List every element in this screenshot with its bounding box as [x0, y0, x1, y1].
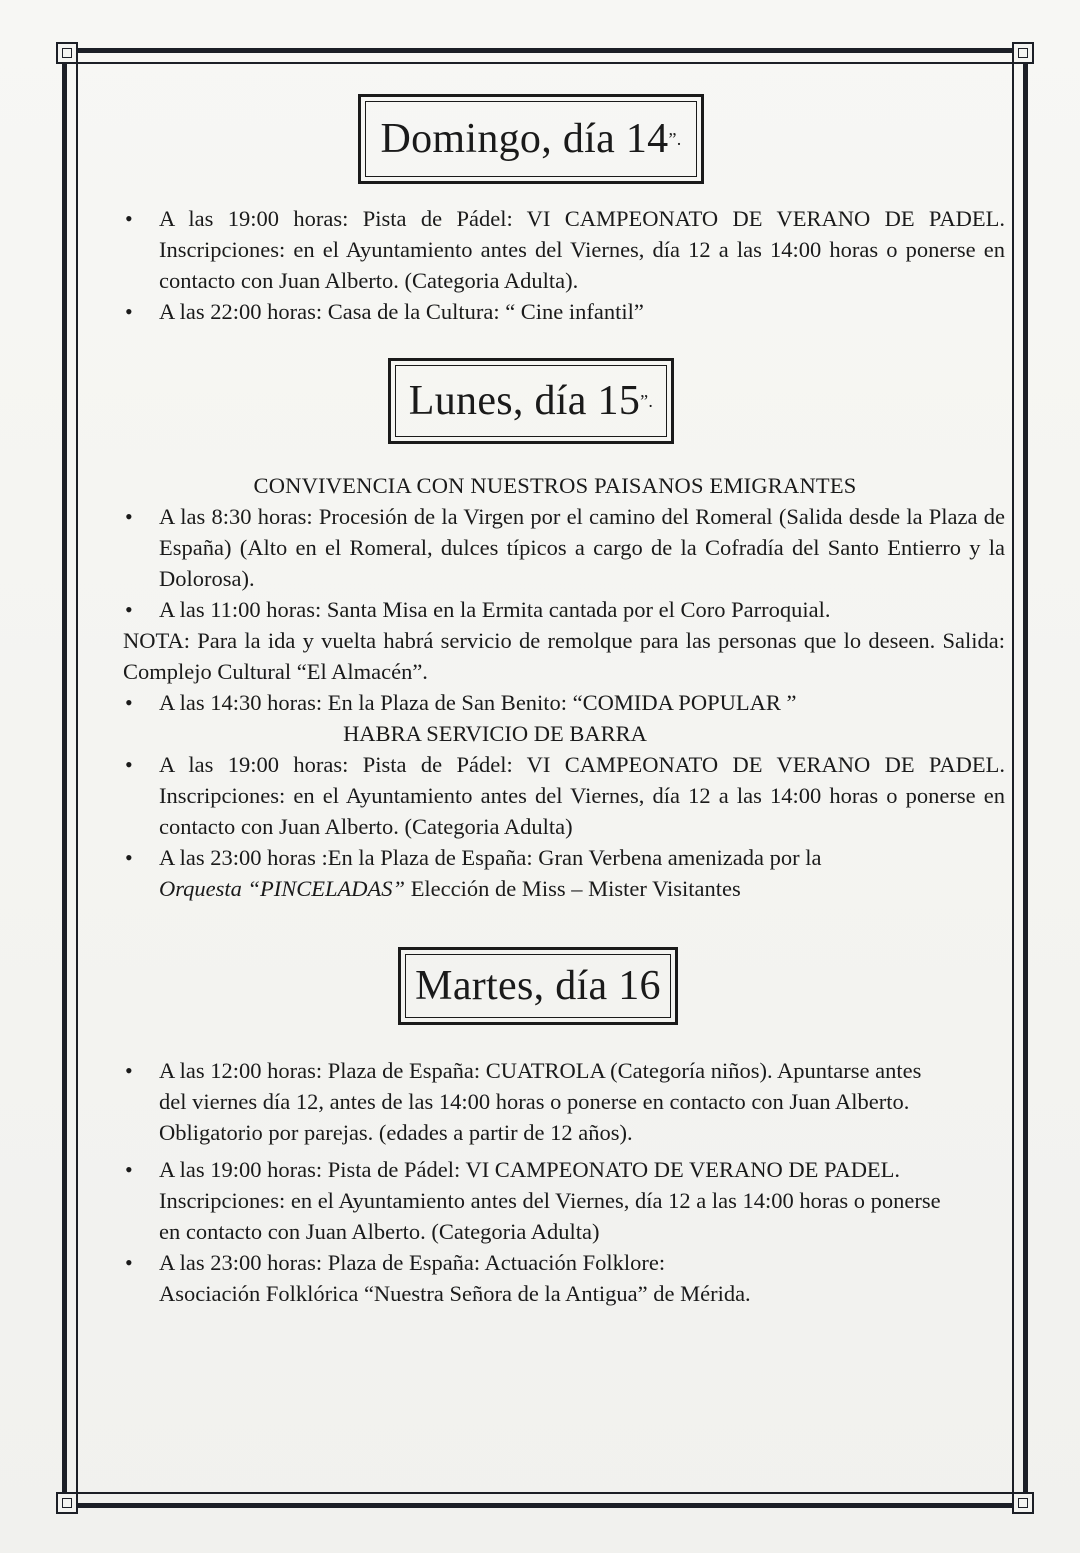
day-title: Martes, día 16 [415, 963, 661, 1009]
bullet-icon: • [125, 845, 133, 870]
bullet-icon: • [125, 597, 133, 622]
list-item [125, 1154, 1005, 1247]
list-item [125, 749, 1005, 842]
list-item [125, 687, 1005, 718]
bullet-icon: • [125, 1058, 133, 1083]
corner-ornament-top-right [1012, 42, 1034, 64]
list-item [125, 1247, 1005, 1309]
section-heading: CONVIVENCIA CON NUESTROS PAISANOS EMIGRANTES [253, 473, 857, 498]
event-text: A las 23:00 horas: Plaza de España: Actuación Folklore: [159, 1250, 666, 1275]
event-text: A las 14:30 horas: En la Plaza de San Benito: “COMIDA POPULAR ” [159, 690, 797, 715]
domingo-events [125, 203, 1005, 327]
bullet-icon: • [125, 504, 133, 529]
event-text: A las 12:00 horas: Plaza de España: CUATROLA (Categoría niños). Apuntarse antes del viernes día 12, antes de las 14:00 horas o ponerse en contacto con Juan Alberto. Obligatorio por parejas. (edades a partir de 12 años). [159, 1058, 922, 1145]
bullet-icon: • [125, 206, 133, 231]
event-text: A las 19:00 horas: Pista de Pádel: VI CAMPEONATO DE VERANO DE PADEL. Inscripciones: en el Ayuntamiento antes del Viernes, día 12 a las 14:00 horas o ponerse en contacto con Juan Alberto. (Categoria Adulta) [159, 752, 1005, 839]
day-title: Domingo, día 14 [380, 116, 669, 162]
list-item [125, 501, 1005, 594]
day-title-suffix: ”. [640, 390, 654, 411]
event-subline: HABRA SERVICIO DE BARRA [343, 721, 647, 746]
list-item [125, 842, 1005, 904]
orchestra-name: Orquesta “PINCELADAS” [159, 876, 406, 901]
bullet-icon: • [125, 690, 133, 715]
bullet-icon: • [125, 752, 133, 777]
corner-ornament-bottom-left [56, 1492, 78, 1514]
martes-events [125, 1055, 1005, 1309]
event-text: A las 19:00 horas: Pista de Pádel: VI CAMPEONATO DE VERANO DE PADEL. Inscripciones: en el Ayuntamiento antes del Viernes, día 12 a las 14:00 horas o ponerse en contacto con Juan Alberto. (Categoria Adulta) [159, 1157, 941, 1244]
corner-ornament-bottom-right [1012, 1492, 1034, 1514]
list-item [125, 203, 1005, 296]
event-text: A las 8:30 horas: Procesión de la Virgen por el camino del Romeral (Salida desde la Plaza de España) (Alto en el Romeral, dulces típicos a cargo de la Cofradía del Santo Entierro y la Dolorosa). [159, 504, 1005, 591]
event-text: A las 22:00 horas: Casa de la Cultura: “ Cine infantil” [159, 299, 644, 324]
list-item [125, 1055, 1005, 1148]
day-heading-lunes [388, 358, 674, 444]
lunes-events [125, 470, 1005, 904]
day-heading-martes [398, 947, 678, 1025]
event-text: Elección de Miss – Mister Visitantes [405, 876, 741, 901]
note-text: NOTA: Para la ida y vuelta habrá servicio de remolque para las personas que lo deseen. Salida: Complejo Cultural “El Almacén”. [123, 628, 1005, 684]
day-title: Lunes, día 15 [408, 378, 641, 424]
event-text: A las 19:00 horas: Pista de Pádel: VI CAMPEONATO DE VERANO DE PADEL. Inscripciones: en el Ayuntamiento antes del Viernes, día 12 a las 14:00 horas o ponerse en contacto con Juan Alberto. (Categoria Adulta). [159, 206, 1005, 293]
event-text: A las 23:00 horas :En la Plaza de España: Gran Verbena amenizada por la [159, 845, 822, 870]
list-item [125, 594, 1005, 625]
event-text: A las 11:00 horas: Santa Misa en la Ermita cantada por el Coro Parroquial. [159, 597, 831, 622]
day-title-suffix: ”. [668, 128, 682, 149]
bullet-icon: • [125, 1250, 133, 1275]
event-subline: Asociación Folklórica “Nuestra Señora de la Antigua” de Mérida. [159, 1281, 751, 1306]
day-heading-domingo [358, 94, 704, 184]
corner-ornament-top-left [56, 42, 78, 64]
bullet-icon: • [125, 1157, 133, 1182]
list-item [125, 296, 1005, 327]
bullet-icon: • [125, 299, 133, 324]
